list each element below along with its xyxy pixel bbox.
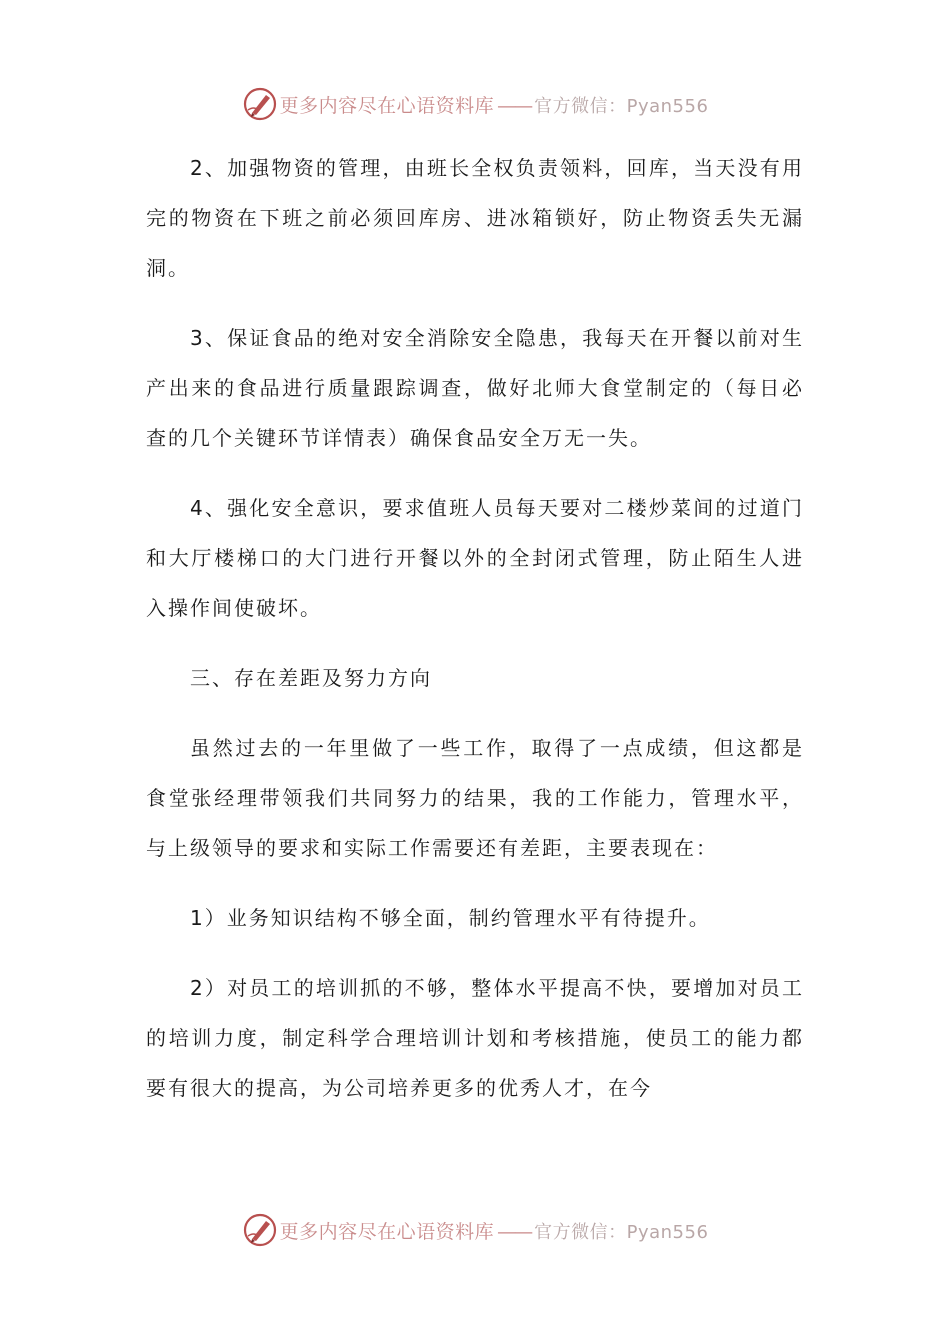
section-heading: 三、存在差距及努力方向 [190, 666, 432, 690]
watermark-text: 更多内容尽在心语资料库 [279, 1220, 495, 1243]
paragraph-3-food-safety: 3、保证食品的绝对安全消除安全隐患，我每天在开餐以前对生产出来的食品进行质量跟踪调查，做好北师大食堂制定的（每日必查的几个关键环节详情表）确保食品安全万无一失。 [146, 326, 804, 450]
watermark-wechat: 官方微信：Pyan556 [534, 1221, 709, 1243]
pen-logo-icon [242, 1212, 278, 1248]
watermark-dash: —— [497, 1220, 532, 1243]
paragraph-2-materials: 2、加强物资的管理，由班长全权负责领料，回库，当天没有用完的物资在下班之前必须回库房、进冰箱锁好，防止物资丢失无漏洞。 [146, 156, 804, 280]
paragraph-gap-1: 1）业务知识结构不够全面，制约管理水平有待提升。 [190, 906, 711, 930]
paragraph-gap-2: 2）对员工的培训抓的不够，整体水平提高不快，要增加对员工的培训力度，制定科学合理培训计划和考核措施，使员工的能力都要有很大的提高，为公司培养更多的优秀人才，在今 [146, 976, 804, 1100]
paragraph-4-security: 4、强化安全意识，要求值班人员每天要对二楼炒菜间的过道门和大厅楼梯口的大门进行开餐以外的全封闭式管理，防止陌生人进入操作间使破坏。 [146, 496, 804, 620]
watermark-dash: —— [497, 94, 532, 117]
footer-watermark [0, 1210, 950, 1250]
header-watermark [0, 84, 950, 124]
watermark-wechat: 官方微信：Pyan556 [534, 95, 709, 117]
paragraph-gaps-intro: 虽然过去的一年里做了一些工作，取得了一点成绩，但这都是食堂张经理带领我们共同努力的结果，我的工作能力，管理水平，与上级领导的要求和实际工作需要还有差距，主要表现在： [146, 736, 804, 860]
document-body [146, 143, 804, 1133]
watermark-text: 更多内容尽在心语资料库 [279, 94, 495, 117]
pen-logo-icon [242, 86, 278, 122]
